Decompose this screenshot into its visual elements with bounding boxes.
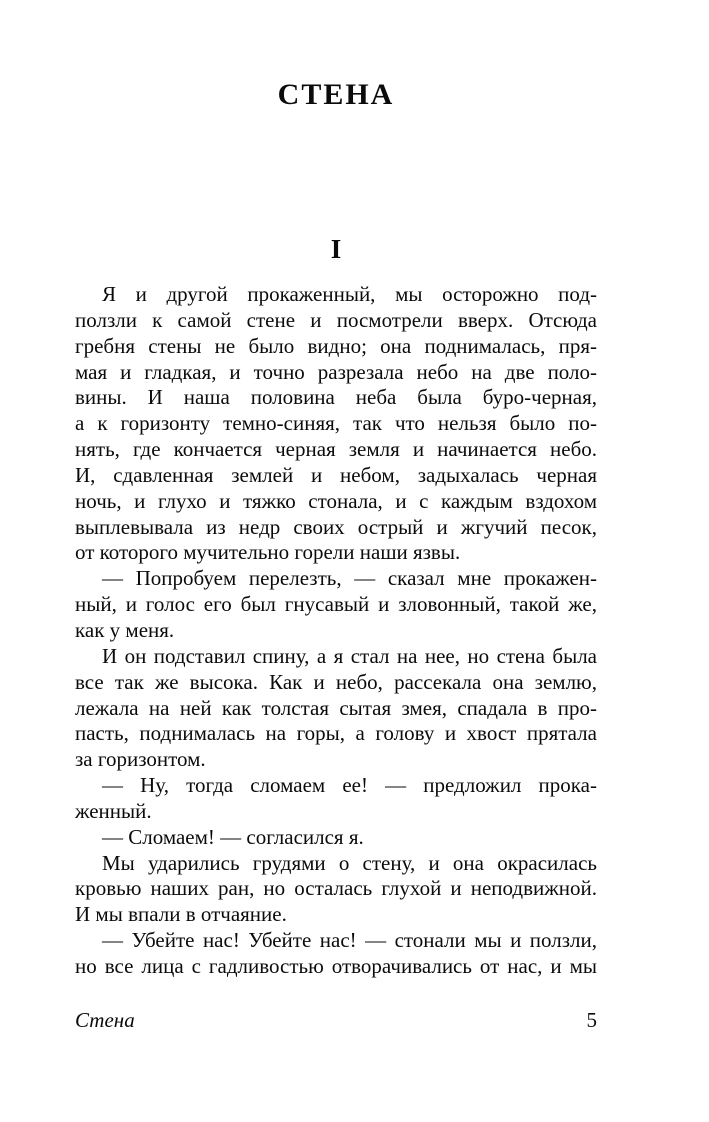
paragraph: [75, 825, 597, 851]
text-line: — Ну, тогда сломаем ее! — предложил прока-: [102, 773, 597, 798]
text-line: И он подставил спину, а я стал на нее, но стена была: [102, 643, 597, 668]
text-line: И мы впали в отчаяние.: [75, 902, 287, 927]
text-line: пасть, поднималась на горы, а голову и хвост прятала: [75, 721, 597, 746]
text-line: Мы ударились грудями о стену, и она окрасилась: [102, 850, 597, 875]
text-line: — Попробуем перелезть, — сказал мне прокажен-: [102, 566, 597, 591]
page-footer: [75, 1008, 597, 1033]
text-line: ный, и голос его был гнусавый и зловонный, такой же,: [75, 592, 597, 617]
text-line: И, сдавленная землей и небом, задыхалась черная: [75, 462, 597, 487]
text-line: все так же высока. Как и небо, рассекала она землю,: [75, 669, 597, 694]
chapter-title: СТЕНА: [277, 78, 395, 111]
text-line: — Сломаем! — согласился я.: [102, 824, 364, 849]
text-line: за горизонтом.: [75, 747, 206, 772]
text-line: гребня стены не было видно; она поднималась, пря-: [75, 333, 597, 358]
text-line: — Убейте нас! Убейте нас! — стонали мы и ползли,: [102, 928, 597, 953]
text-line: лежала на ней как толстая сытая змея, спадала в про-: [75, 695, 597, 720]
text-line: но все лица с гадливостью отворачивались от нас, и мы: [75, 953, 597, 978]
paragraph: [75, 851, 597, 929]
text-line: как у меня.: [75, 617, 175, 642]
paragraph: [75, 282, 597, 566]
text-line: выплевывала из недр своих острый и жгучий песок,: [75, 514, 597, 539]
text-line: ползли к самой стене и посмотрели вверх. Отсюда: [75, 307, 597, 332]
running-title: Стена: [75, 1008, 135, 1032]
text-line: мая и гладкая, и точно разрезала небо на две поло-: [75, 359, 597, 384]
text-line: Я и другой прокаженный, мы осторожно под-: [102, 282, 597, 306]
text-line: от которого мучительно горели наши язвы.: [75, 540, 461, 565]
section-number: I: [330, 234, 342, 264]
text-line: женный.: [75, 798, 152, 823]
page-number: 5: [586, 1008, 597, 1032]
paragraph: [75, 928, 597, 980]
text-line: кровью наших ран, но осталась глухой и неподвижной.: [75, 876, 597, 901]
paragraph: [75, 644, 597, 773]
page-body: [75, 282, 597, 980]
text-line: вины. И наша половина неба была буро-черная,: [75, 385, 597, 410]
text-line: а к горизонту темно-синяя, так что нельзя было по-: [75, 411, 597, 436]
text-line: ночь, и глухо и тяжко стонала, и с каждым вздохом: [75, 488, 597, 513]
paragraph: [75, 773, 597, 825]
text-line: нять, где кончается черная земля и начинается небо.: [75, 437, 597, 462]
paragraph: [75, 566, 597, 644]
